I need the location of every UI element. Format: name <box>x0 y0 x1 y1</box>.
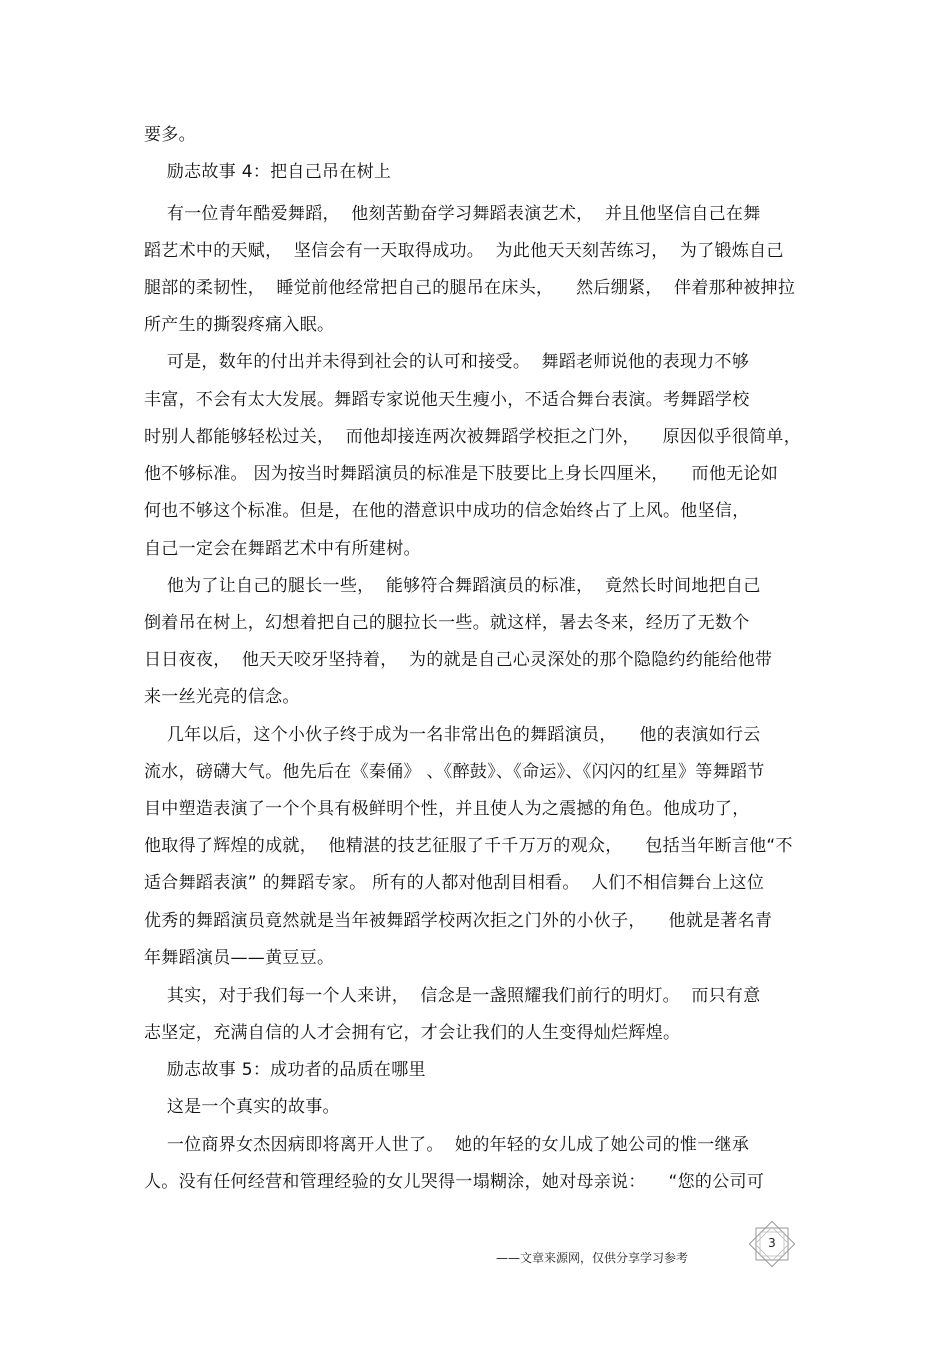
text-line: 年舞蹈演员——黄豆豆。 <box>144 948 335 968</box>
text-line: 几年以后，这个小伙子终于成为一名非常出色的舞蹈演员， 他的表演如行云 <box>144 725 761 745</box>
text-line: 何也不够这个标准。但是，在他的潜意识中成功的信念始终占了上风。他坚信， <box>144 501 750 521</box>
text-line: 他取得了辉煌的成就， 他精湛的技艺征服了千千万万的观众， 包括当年断言他“不 <box>144 836 793 856</box>
text-line: 志坚定，充满自信的人才会拥有它，才会让我们的人生变得灿烂辉煌。 <box>144 1023 681 1043</box>
text-line: 倒着吊在树上，幻想着把自己的腿拉长一些。就这样，暑去冬来，经历了无数个 <box>144 613 750 633</box>
text-line: 他不够标准。 因为按当时舞蹈演员的标准是下肢要比上身长四厘米， 而他无论如 <box>144 464 779 484</box>
text-line: 优秀的舞蹈演员竟然就是当年被舞蹈学校两次拒之门外的小伙子， 他就是著名青 <box>144 911 773 931</box>
text-line: 要多。 <box>144 125 196 145</box>
text-line: 丰富，不会有太大发展。舞蹈专家说他天生瘦小，不适合舞台表演。考舞蹈学校 <box>144 390 750 410</box>
text-line: 励志故事 4：把自己吊在树上 <box>144 162 392 182</box>
text-line: 自己一定会在舞蹈艺术中有所建树。 <box>144 539 421 559</box>
text-line: 日日夜夜， 他天天咬牙坚持着， 为的就是自己心灵深处的那个隐隐约约能给他带 <box>144 650 773 670</box>
text-line: 目中塑造表演了一个个具有极鲜明个性，并且使人为之震撼的角色。他成功了， <box>144 799 750 819</box>
text-line: 可是，数年的付出并未得到社会的认可和接受。 舞蹈老师说他的表现力不够 <box>144 352 750 372</box>
text-line: 人。没有任何经营和管理经验的女儿哭得一塌糊涂，她对母亲说： “您的公司可 <box>144 1172 765 1192</box>
text-line: 所产生的撕裂疼痛入眠。 <box>144 315 335 335</box>
footer-source-note: ——文章来源网，仅供分享学习参考 <box>496 1251 689 1265</box>
text-line: 他为了让自己的腿长一些， 能够符合舞蹈演员的标准， 竟然长时间地把自己 <box>144 576 761 596</box>
text-line: 流水，磅礴大气。他先后在《秦俑》 、《醉鼓》、《命运》、《闪闪的红星》等舞蹈节 <box>144 762 765 782</box>
text-line: 来一丝光亮的信念。 <box>144 687 300 707</box>
text-line: 适合舞蹈表演” 的舞蹈专家。 所有的人都对他刮目相看。 人们不相信舞台上这位 <box>144 873 765 893</box>
text-line: 励志故事 5：成功者的品质在哪里 <box>144 1060 426 1080</box>
text-line: 时别人都能够轻松过关， 而他却接连两次被舞蹈学校拒之门外， 原因似乎很简单， <box>144 427 802 447</box>
text-line: 腿部的柔韧性， 睡觉前他经常把自己的腿吊在床头， 然后绷紧， 伴着那种被抻拉 <box>144 278 796 298</box>
text-line: 其实，对于我们每一个人来讲， 信念是一盏照耀我们前行的明灯。 而只有意 <box>144 986 761 1006</box>
page-number: 3 <box>768 1236 776 1250</box>
text-line: 这是一个真实的故事。 <box>144 1097 340 1117</box>
text-line: 有一位青年酷爱舞蹈， 他刻苦勤奋学习舞蹈表演艺术， 并且他坚信自己在舞 <box>144 204 761 224</box>
text-line: 一位商界女杰因病即将离开人世了。 她的年轻的女儿成了她公司的惟一继承 <box>144 1135 750 1155</box>
text-line: 蹈艺术中的天赋， 坚信会有一天取得成功。 为此他天天刻苦练习， 为了锻炼自己 <box>144 241 784 261</box>
